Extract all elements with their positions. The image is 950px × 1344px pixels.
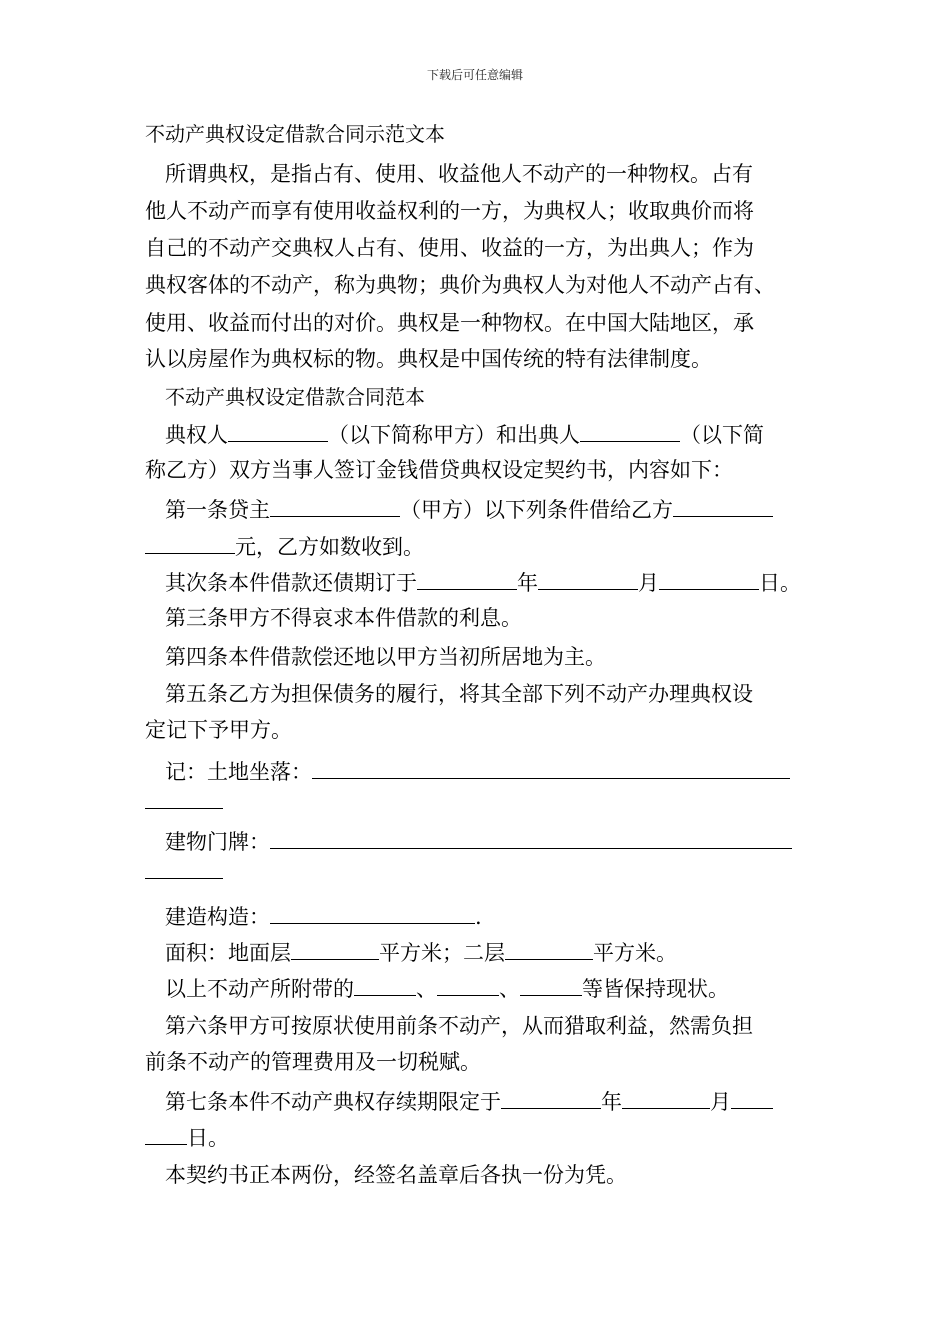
article-5-line-2: 定记下予甲方。	[145, 718, 292, 742]
day-text: 日。	[759, 571, 801, 595]
area-end: 平方米。	[593, 941, 677, 965]
land-location-line	[165, 756, 790, 786]
area-ground-blank	[291, 937, 379, 960]
building-number-label: 建物门牌：	[165, 830, 270, 854]
structure-blank	[270, 901, 475, 924]
land-location-blank	[312, 756, 790, 779]
page-header: 下载后可任意编辑	[426, 68, 523, 82]
amount-blank-b	[145, 531, 235, 554]
attached-blank-2	[437, 973, 499, 996]
land-location-blank-2	[145, 786, 223, 809]
area-second-blank	[505, 937, 593, 960]
intro-line-1: 所谓典权，是指占有、使用、收益他人不动产的一种物权。占有	[165, 162, 753, 186]
structure-end: .	[475, 905, 482, 929]
term-year-text: 年	[601, 1090, 622, 1114]
area-ground-label: 面积：地面层	[165, 941, 291, 965]
building-number-blank	[270, 826, 792, 849]
article-7-label: 第七条本件不动产典权存续期限定于	[165, 1090, 501, 1114]
intro-line-2: 他人不动产而享有使用收益权利的一方，为典权人；收取典价而将	[145, 199, 754, 223]
structure-line	[165, 901, 482, 931]
term-month-blank	[622, 1086, 710, 1109]
building-number-blank-2	[145, 856, 223, 879]
term-month-text: 月	[710, 1090, 731, 1114]
year-text: 年	[517, 571, 538, 595]
term-year-blank	[501, 1086, 601, 1109]
lender-blank	[270, 494, 400, 517]
contract-subtitle: 不动产典权设定借款合同范本	[165, 385, 425, 409]
pledgee-blank	[228, 419, 328, 442]
month-text: 月	[638, 571, 659, 595]
article-6-line-2: 前条不动产的管理费用及一切税赋。	[145, 1050, 481, 1074]
amount-blank-a	[673, 494, 773, 517]
intro-line-5: 使用、收益而付出的对价。典权是一种物权。在中国大陆地区，承	[145, 311, 754, 335]
article-1-line-1	[165, 494, 773, 524]
article-6-line-1: 第六条甲方可按原状使用前条不动产，从而猎取利益，然需负担	[165, 1014, 753, 1038]
intro-line-3: 自己的不动产交典权人占有、使用、收益的一方，为出典人；作为	[145, 236, 754, 260]
article-1-line-2	[145, 531, 424, 561]
intro-line-6: 认以房屋作为典权标的物。典权是中国传统的特有法律制度。	[145, 347, 712, 371]
article-7-line-2	[145, 1122, 229, 1152]
repay-day-blank	[659, 567, 759, 590]
attached-line	[165, 973, 729, 1003]
article-2-label: 其次条本件借款还债期订于	[165, 571, 417, 595]
closing-line: 本契约书正本两份，经签名盖章后各执一份为凭。	[165, 1163, 627, 1187]
pledgor-blank	[580, 419, 680, 442]
repay-month-blank	[538, 567, 638, 590]
term-day-text: 日。	[187, 1126, 229, 1150]
term-day-blank-b	[145, 1122, 187, 1145]
article-1-text: （甲方）以下列条件借给乙方	[400, 498, 673, 522]
attached-sep-2: 、	[499, 977, 520, 1001]
repay-year-blank	[417, 567, 517, 590]
building-number-cont	[145, 856, 223, 886]
attached-sep-1: 、	[416, 977, 437, 1001]
article-1-label: 第一条贷主	[165, 498, 270, 522]
article-3: 第三条甲方不得哀求本件借款的利息。	[165, 606, 522, 630]
intro-line-4: 典权客体的不动产，称为典物；典价为典权人为对他人不动产占有、	[145, 273, 775, 297]
article-5-line-1: 第五条乙方为担保债务的履行，将其全部下列不动产办理典权设	[165, 682, 753, 706]
document-title: 不动产典权设定借款合同示范文本	[145, 122, 445, 146]
parties-line-2: 称乙方）双方当事人签订金钱借贷典权设定契约书，内容如下：	[145, 458, 733, 482]
area-second-label: 平方米；二层	[379, 941, 505, 965]
structure-label: 建造构造：	[165, 905, 270, 929]
term-day-blank-a	[731, 1086, 773, 1109]
attached-end: 等皆保持现状。	[582, 977, 729, 1001]
area-line	[165, 937, 677, 967]
article-2	[165, 567, 801, 597]
attached-label: 以上不动产所附带的	[165, 977, 354, 1001]
attached-blank-3	[520, 973, 582, 996]
parties-mid-text: （以下简称甲方）和出典人	[328, 423, 580, 447]
attached-blank-1	[354, 973, 416, 996]
article-4: 第四条本件借款偿还地以甲方当初所居地为主。	[165, 645, 606, 669]
building-number-line	[165, 826, 792, 856]
land-location-label: 记：土地坐落：	[165, 760, 312, 784]
parties-tail-text: （以下简	[680, 423, 764, 447]
pledgee-label: 典权人	[165, 423, 228, 447]
parties-line-1	[165, 419, 764, 449]
article-1-end: 元，乙方如数收到。	[235, 535, 424, 559]
land-location-cont	[145, 786, 223, 816]
article-7-line-1	[165, 1086, 773, 1116]
